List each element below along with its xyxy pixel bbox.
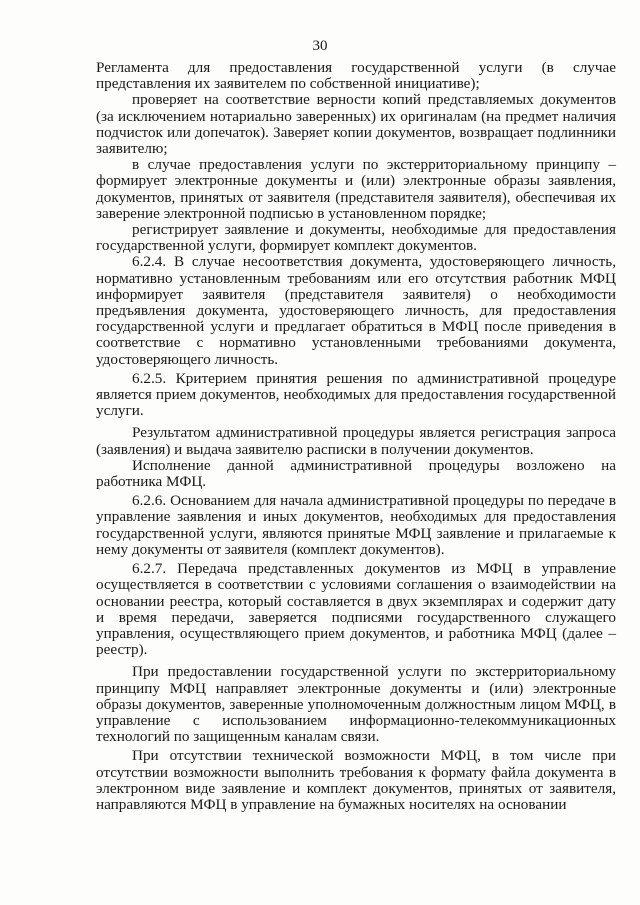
paragraph-8: Исполнение данной административной процедуры возложено на работника МФЦ. — [96, 456, 616, 491]
paragraph-11: При предоставлении государственной услуги по экстерриториальному принципу МФЦ направляет электронные документы и (или) электронные образы документов, заверенные уполномоченным должностным лицом МФЦ, в управление с использованием информационно-телекоммуникационных технологий по защищенным каналам связи. — [96, 663, 616, 746]
document-body — [96, 60, 616, 813]
paragraph-6: 6.2.5. Критерием принятия решения по административной процедуре является прием документов, необходимых для предоставления государственной услуги. — [96, 369, 616, 420]
paragraph-12: При отсутствии технической возможности МФЦ, в том числе при отсутствии возможности выполнить требования к формату файла документа в электронном виде заявление и комплект документов, принятых от заявителя, направляются МФЦ в управление на бумажных носителях на основании — [96, 747, 616, 813]
paragraph-9: 6.2.6. Основанием для начала административной процедуры по передаче в управление заявления и иных документов, необходимых для предоставления государственной услуги, являются принятые МФЦ заявление и прилагаемые к нему документы от заявителя (комплект документов). — [96, 492, 616, 558]
page-number: 30 — [312, 38, 328, 54]
paragraph-3: в случае предоставления услуги по экстерриториальному принципу – формирует электронные документы и (или) электронные образы заявления, документов, принятых от заявителя (представителя заявителя), обеспечивая их заверение электронной подписью в установленном порядке; — [96, 156, 616, 222]
paragraph-7: Результатом административной процедуры является регистрация запроса (заявления) и выдача заявителю расписки в получении документов. — [96, 424, 616, 458]
paragraph-1: Регламента для предоставления государственной услуги (в случае представления их заявителем по собственной инициативе); — [96, 59, 616, 93]
paragraph-2: проверяет на соответствие верности копий представляемых документов (за исключением нотариально заверенных) их оригиналам (на предмет наличия подчисток или допечаток). Заверяет копии документов, возвращает подлинники заявителю; — [96, 91, 616, 158]
paragraph-4: регистрирует заявление и документы, необходимые для предоставления государственной услуги, формирует комплект документов. — [96, 221, 616, 255]
paragraph-5: 6.2.4. В случае несоответствия документа, удостоверяющего личность, нормативно установленным требованиям или его отсутствия работник МФЦ информирует заявителя (представителя заявителя) о необходимости предъявления документа, удостоверяющего личность, для предоставления государственной услуги и предлагает обратиться в МФЦ после приведения в соответствие с нормативно установленными требованиями документа, удостоверяющего личность. — [96, 253, 616, 368]
paragraph-10: 6.2.7. Передача представленных документов из МФЦ в управление осуществляется в соответствии с условиями соглашения о взаимодействии на основании реестра, который составляется в двух экземплярах и содержит дату и время передачи, заверяется подписями государственного служащего управления, осуществляющего прием документов, и работника МФЦ (далее – реестр). — [96, 560, 616, 659]
